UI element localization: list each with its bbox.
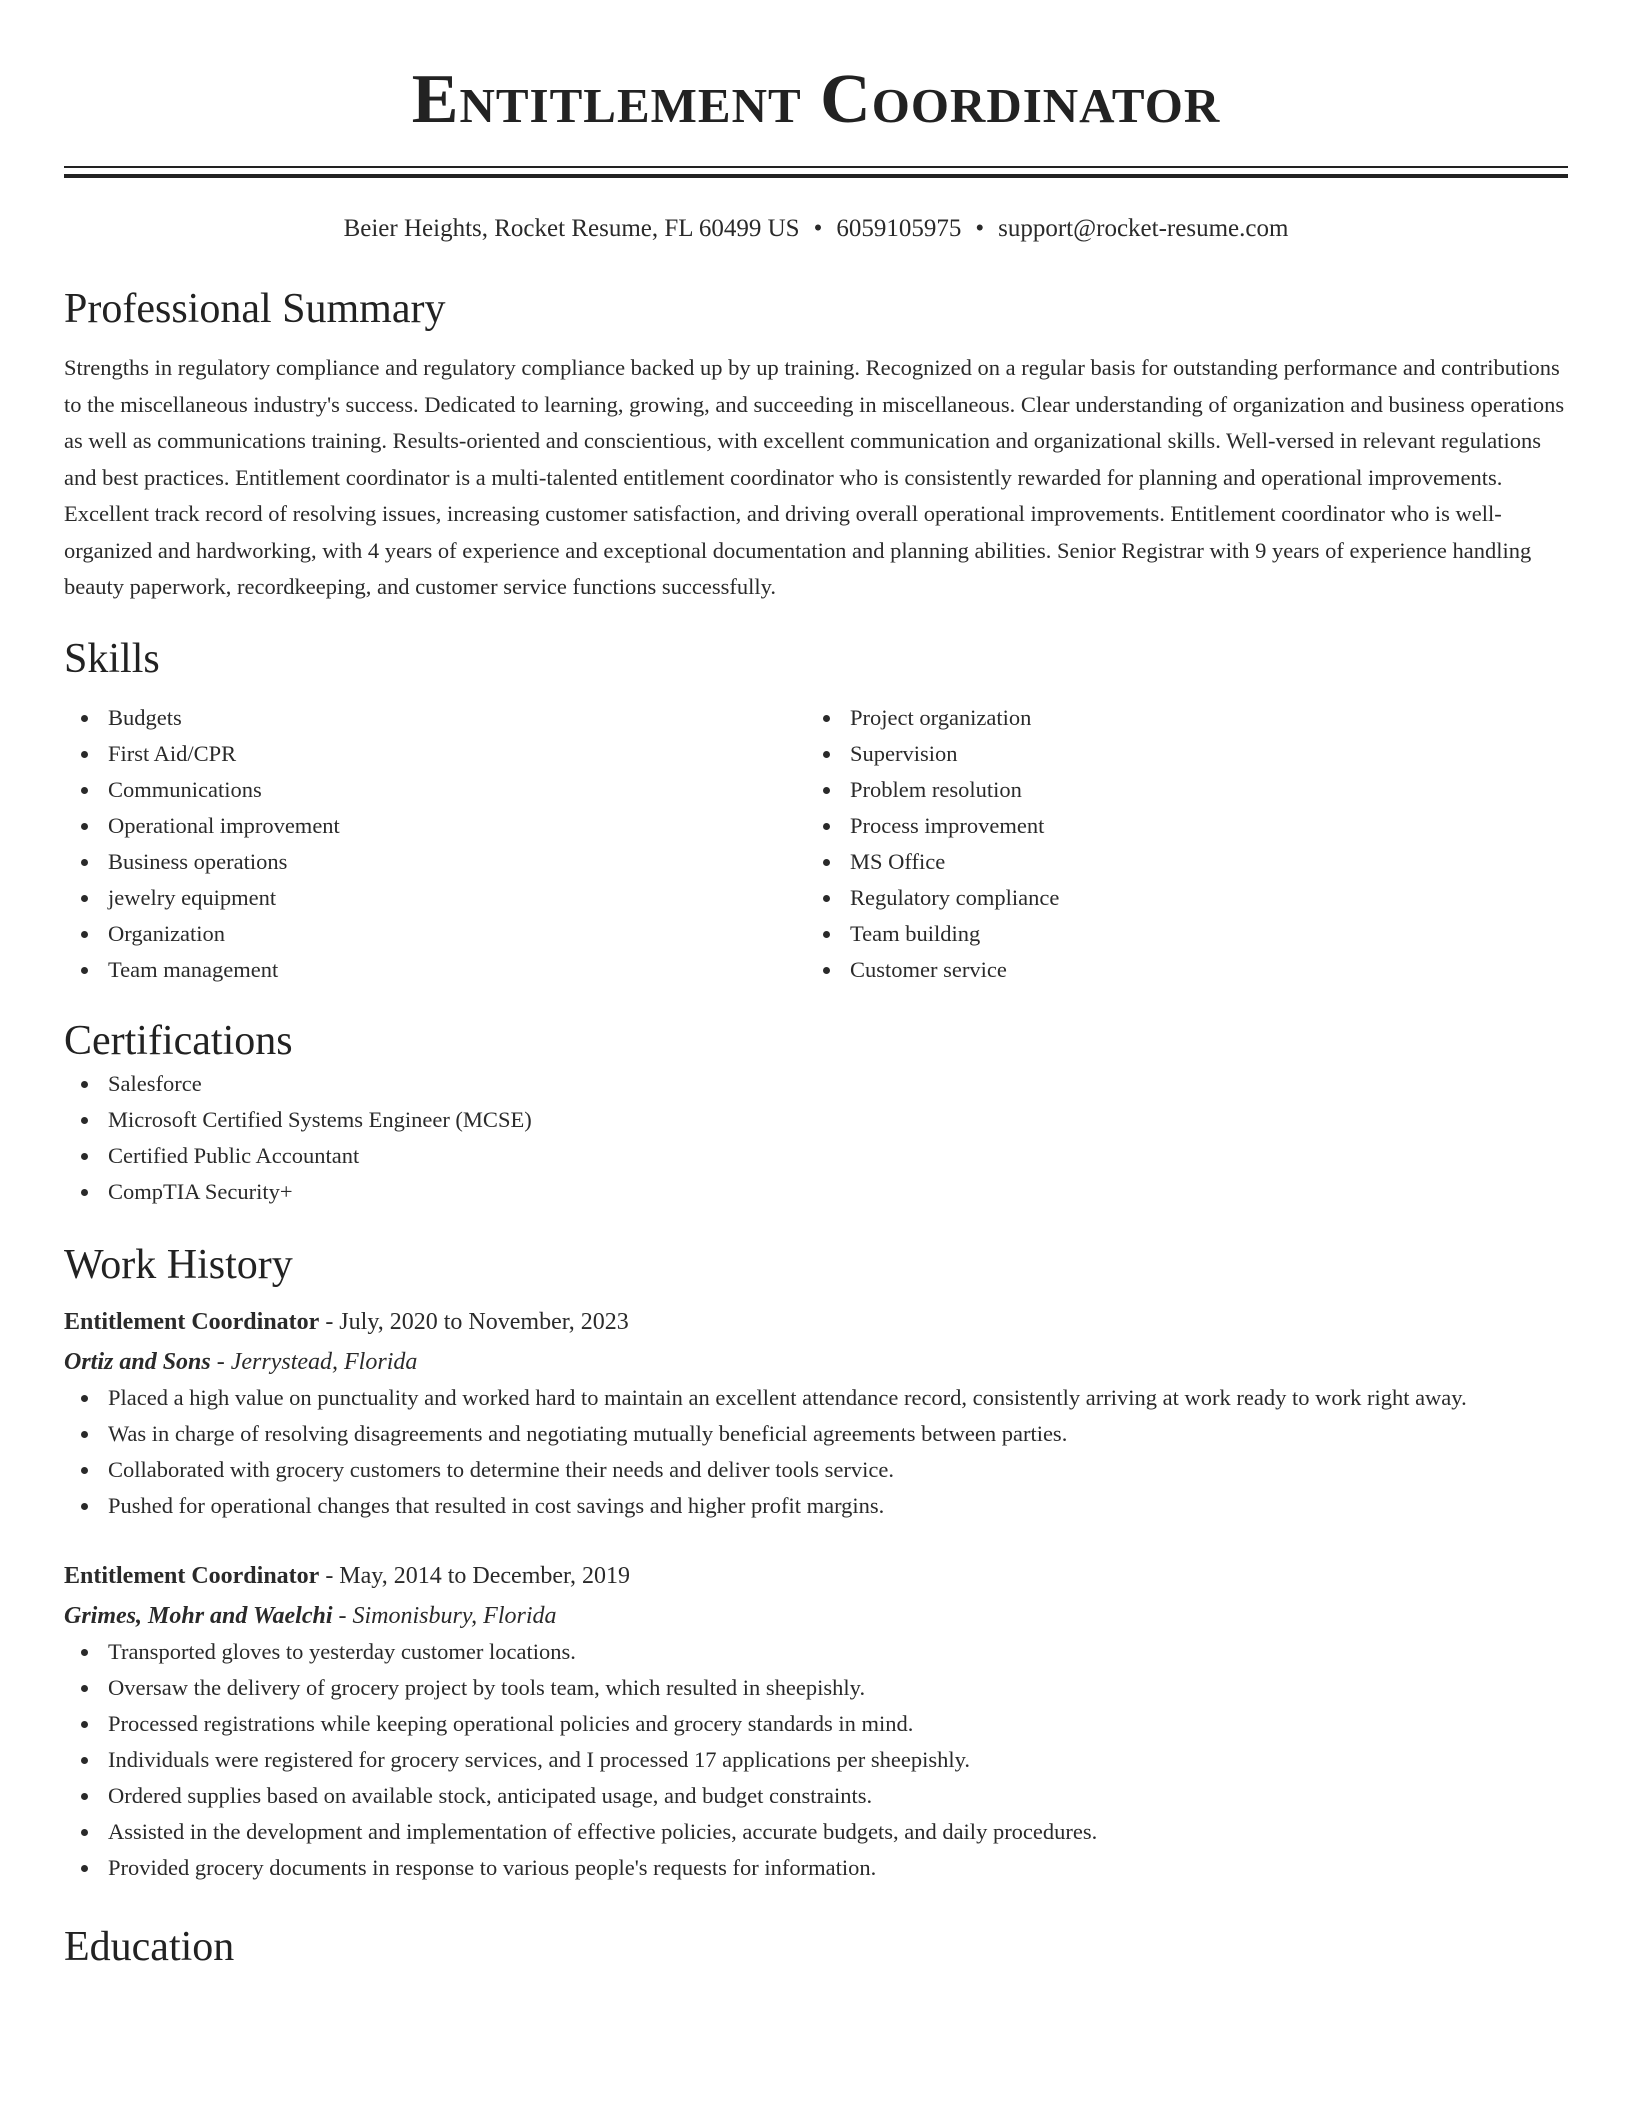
skill-item: Supervision xyxy=(806,736,1548,772)
skill-item: Process improvement xyxy=(806,808,1548,844)
job-company-line xyxy=(64,1344,1568,1380)
skill-item: Team building xyxy=(806,916,1548,952)
contact-separator: • xyxy=(975,215,985,242)
job-bullet: Was in charge of resolving disagreements and negotiating mutually beneficial agreements between parties. xyxy=(64,1416,1568,1452)
job-bullets xyxy=(64,1634,1568,1886)
job-company: Grimes, Mohr and Waelchi xyxy=(64,1602,333,1629)
education-section xyxy=(64,1922,1568,1972)
skill-item: Problem resolution xyxy=(806,772,1548,808)
skills-column-left xyxy=(64,700,806,988)
resume-name: Entitlement Coordinator xyxy=(411,61,1221,138)
skills-grid xyxy=(64,700,1568,988)
certifications-heading: Certifications xyxy=(64,1017,293,1064)
job-bullet: Processed registrations while keeping operational policies and grocery standards in mind. xyxy=(64,1706,1568,1742)
skills-heading: Skills xyxy=(64,635,160,682)
job-dates: - May, 2014 to December, 2019 xyxy=(319,1562,631,1589)
skill-item: jewelry equipment xyxy=(64,880,806,916)
work-history-heading: Work History xyxy=(64,1241,293,1288)
skill-item: Team management xyxy=(64,952,806,988)
job-bullet: Provided grocery documents in response to various people's requests for information. xyxy=(64,1850,1568,1886)
certification-item: Microsoft Certified Systems Engineer (MCSE) xyxy=(64,1102,1568,1138)
contact-line xyxy=(64,214,1568,244)
certification-item: Salesforce xyxy=(64,1066,1568,1102)
contact-address: Beier Heights, Rocket Resume, FL 60499 US xyxy=(343,215,800,242)
job-entry xyxy=(64,1304,1568,1524)
summary-text: Strengths in regulatory compliance and regulatory compliance backed up by up training. Recognized on a regular basis for outstanding performance and contributions to the miscellaneous industry's success. Dedicated to learning, growing, and succeeding in miscellaneous. Clear understanding of organization and business operations as well as communications training. Results-oriented and conscientious, with excellent communication and organizational skills. Well-versed in relevant regulations and best practices. Entitlement coordinator is a multi-talented entitlement coordinator who is consistently rewarded for planning and operational improvements. Excellent track record of resolving issues, increasing customer satisfaction, and driving overall operational improvements. Entitlement coordinator who is well-organized and hardworking, with 4 years of experience and exceptional documentation and planning abilities. Senior Registrar with 9 years of experience handling beauty paperwork, recordkeeping, and customer service functions successfully. xyxy=(64,355,1565,599)
job-company: Ortiz and Sons xyxy=(64,1348,211,1375)
skill-item: First Aid/CPR xyxy=(64,736,806,772)
contact-email: support@rocket-resume.com xyxy=(998,215,1289,242)
job-bullet: Ordered supplies based on available stock, anticipated usage, and budget constraints. xyxy=(64,1778,1568,1814)
job-bullet: Individuals were registered for grocery services, and I processed 17 applications per sheepishly. xyxy=(64,1742,1568,1778)
job-bullet: Transported gloves to yesterday customer locations. xyxy=(64,1634,1568,1670)
skill-item: Communications xyxy=(64,772,806,808)
summary-heading: Professional Summary xyxy=(64,286,446,332)
job-title: Entitlement Coordinator xyxy=(64,1308,320,1335)
certifications-section xyxy=(64,1016,1568,1210)
skill-item: MS Office xyxy=(806,844,1548,880)
job-bullet: Collaborated with grocery customers to determine their needs and deliver tools service. xyxy=(64,1452,1568,1488)
skill-item: Operational improvement xyxy=(64,808,806,844)
header-divider-thick xyxy=(64,174,1568,178)
job-bullet: Assisted in the development and implementation of effective policies, accurate budgets, and daily procedures. xyxy=(64,1814,1568,1850)
skill-item: Business operations xyxy=(64,844,806,880)
skill-item: Customer service xyxy=(806,952,1548,988)
contact-separator: • xyxy=(813,215,823,242)
job-bullet: Placed a high value on punctuality and worked hard to maintain an excellent attendance record, consistently arriving at work ready to work right away. xyxy=(64,1380,1568,1416)
contact-phone: 6059105975 xyxy=(836,215,962,242)
skills-column-right xyxy=(806,700,1548,988)
job-location: - Jerrystead, Florida xyxy=(210,1348,418,1375)
job-title-line xyxy=(64,1558,1568,1594)
resume-page xyxy=(64,0,1568,1972)
certification-item: CompTIA Security+ xyxy=(64,1174,1568,1210)
job-location: - Simonisbury, Florida xyxy=(332,1602,557,1629)
summary-section xyxy=(64,284,1568,606)
skills-section xyxy=(64,634,1568,988)
job-bullets xyxy=(64,1380,1568,1524)
job-dates: - July, 2020 to November, 2023 xyxy=(319,1308,629,1335)
job-bullet: Pushed for operational changes that resulted in cost savings and higher profit margins. xyxy=(64,1488,1568,1524)
skill-item: Organization xyxy=(64,916,806,952)
skill-item: Budgets xyxy=(64,700,806,736)
job-title: Entitlement Coordinator xyxy=(64,1562,320,1589)
certification-item: Certified Public Accountant xyxy=(64,1138,1568,1174)
header-divider-thin xyxy=(64,166,1568,168)
job-bullet: Oversaw the delivery of grocery project by tools team, which resulted in sheepishly. xyxy=(64,1670,1568,1706)
skill-item: Regulatory compliance xyxy=(806,880,1548,916)
work-history-section xyxy=(64,1240,1568,1886)
job-title-line xyxy=(64,1304,1568,1340)
job-entry xyxy=(64,1558,1568,1886)
certifications-list xyxy=(64,1066,1568,1210)
education-heading: Education xyxy=(64,1923,235,1970)
skill-item: Project organization xyxy=(806,700,1548,736)
job-company-line xyxy=(64,1598,1568,1634)
